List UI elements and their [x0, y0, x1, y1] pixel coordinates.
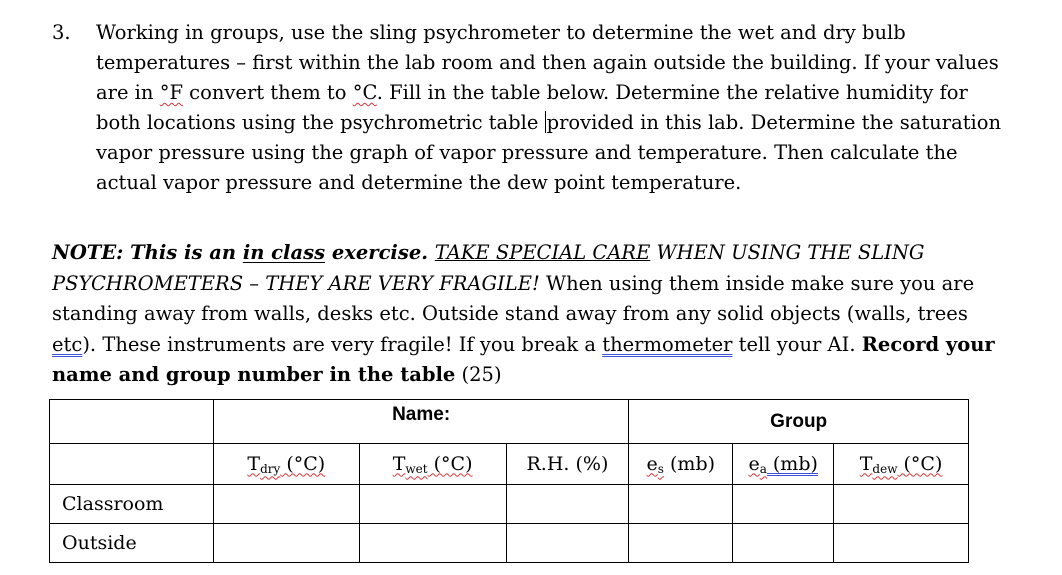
note-paragraph: NOTE: This is an in class exercise. TAKE SPECIAL CARE WHEN USING THE SLING PSYCHROMETERS – THEY ARE VERY FRAGILE! When using them inside make sure you are standing away from walls, desks etc. Outside stand away from any solid objects (walls, trees etc). These instruments are very fragile! If you break a thermometer tell your AI. Record your name and group number in the table (25)	[52, 241, 995, 386]
blank-label-cell	[50, 444, 214, 485]
group-label: Group	[770, 411, 828, 432]
table-cell[interactable]	[506, 485, 629, 524]
unit-fahrenheit: °F	[159, 81, 183, 104]
in-class-text: in class	[242, 241, 326, 264]
col-t-wet: $T_{wet}$ (°C)	[359, 444, 506, 485]
take-care-text: TAKE SPECIAL CARE	[434, 241, 651, 264]
psychrometer-table	[49, 399, 969, 563]
table-cell[interactable]	[834, 524, 969, 563]
question-text: Working in groups, use the sling psychrometer to determine the wet and dry bulb temperatures – first within the lab room and then again outside the building. If your values are in °F convert them to °C. Fill in the table below. Determine the relative humidity for both locations using the psychrometric table provided in this lab. Determine the saturation vapor pressure using the graph of vapor pressure and temperature. Then calculate the actual vapor pressure and determine the dew point temperature.	[96, 21, 1002, 194]
table-cell[interactable]	[834, 485, 969, 524]
table-cell[interactable]	[359, 485, 506, 524]
blank-header-cell	[50, 400, 214, 444]
etc-text: etc	[52, 332, 83, 356]
row-label-outside: Outside	[50, 524, 214, 563]
unit-celsius: °C	[352, 81, 377, 104]
row-label-classroom: Classroom	[50, 485, 214, 524]
table-row	[50, 485, 969, 524]
record-instruction: Record your name and group number in the table	[52, 332, 995, 386]
col-t-dew: $T_{dew}$ (°C)	[834, 444, 969, 485]
table-cell[interactable]	[506, 524, 629, 563]
question-3	[52, 18, 1012, 198]
name-label: Name:	[392, 404, 451, 425]
table-cell[interactable]	[359, 524, 506, 563]
name-header-cell[interactable]	[213, 400, 628, 444]
col-rh: R.H. (%)	[506, 444, 629, 485]
group-header-cell[interactable]	[629, 400, 969, 444]
col-es: $e_s$ (mb)	[629, 444, 733, 485]
thermometer-text: thermometer	[602, 332, 733, 356]
table-row	[50, 524, 969, 563]
table-cell[interactable]	[629, 524, 733, 563]
table-cell[interactable]	[733, 485, 834, 524]
text-cursor	[545, 111, 546, 133]
col-t-dry: $T_{dry}$ (°C)	[213, 444, 359, 485]
table-cell[interactable]	[213, 524, 359, 563]
table-cell[interactable]	[733, 524, 834, 563]
table-cell[interactable]	[629, 485, 733, 524]
col-ea: $e_a$ (mb)	[733, 444, 834, 485]
table-cell[interactable]	[213, 485, 359, 524]
question-number: 3.	[52, 21, 71, 44]
